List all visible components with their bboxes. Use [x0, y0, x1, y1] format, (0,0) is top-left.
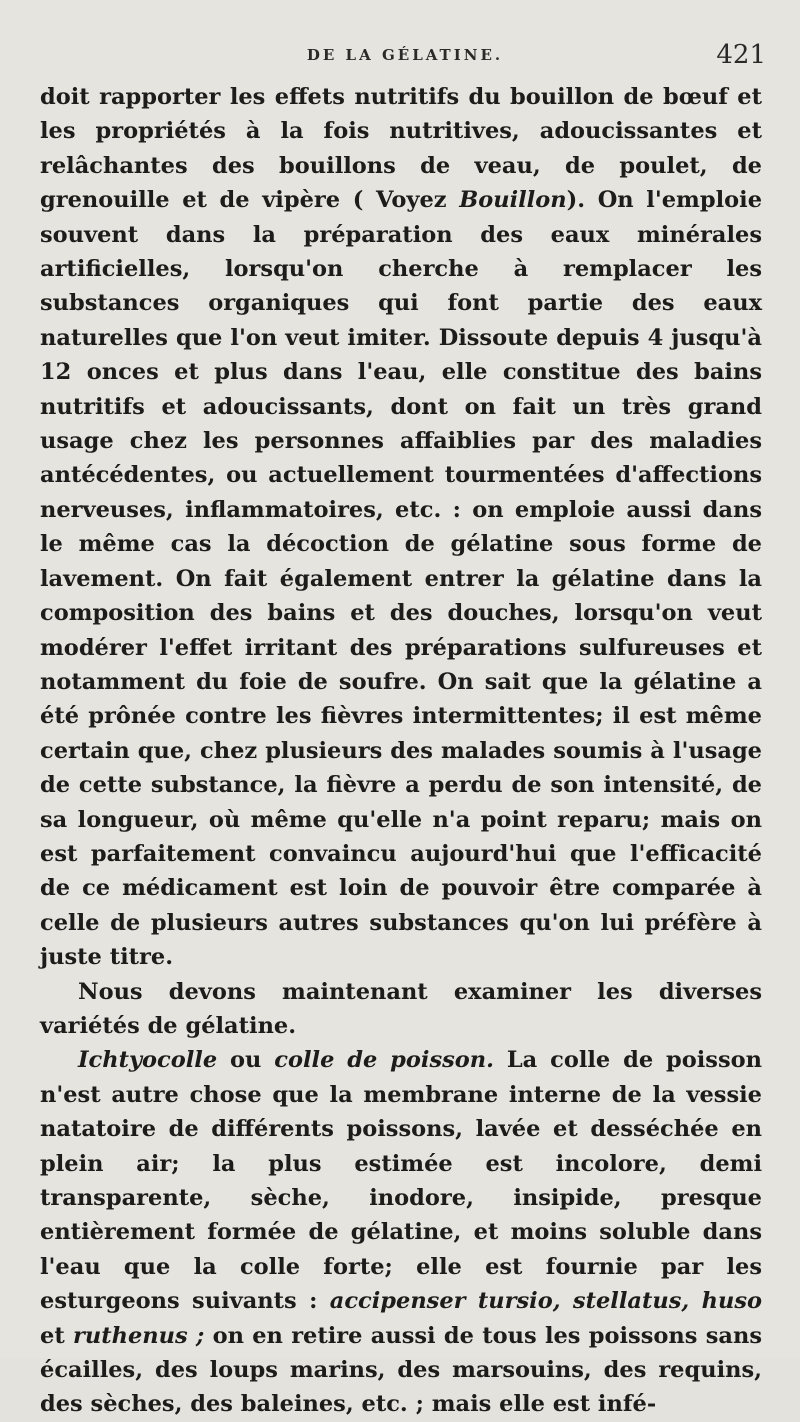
running-title: DE LA GÉLATINE.: [306, 46, 504, 64]
italic-term-bouillon: Bouillon: [459, 187, 567, 214]
text-run: doit rapporter les effets nutritifs du bouillon de bœuf et les propriétés à la fois nutritives, adoucissantes et relâchantes des bouillons de veau, de poulet, de grenouille et de vipère ( Voyez: [40, 84, 762, 214]
page-header: [40, 40, 770, 80]
text-run: ). On l'emploie souvent dans la préparation des eaux minérales artificielles, lorsqu'on cherche à remplacer les substances organiques qui font partie des eaux naturelles que l'on veut imiter. Dissoute depuis 4 jusqu'à 12 onces et plus dans l'eau, elle constitue des bains nutritifs et adoucissants, dont on fait un très grand usage chez les personnes affaiblies par des maladies antécédentes, ou actuellement tourmentées d'affections nerveuses, inflammatoires, etc. : on emploie aussi dans le même cas la décoction de gélatine sous forme de lavement. On fait également entrer la gélatine dans la composition des bains et des douches, lorsqu'on veut modérer l'effet irritant des préparations sulfureuses et notamment du foie de soufre. On sait que la gélatine a été prônée contre les fièvres intermittentes; il est même certain que, chez plusieurs des malades soumis à l'usage de cette substance, la fièvre a perdu de son intensité, de sa longueur, où même qu'elle n'a point reparu; mais on est parfaitement convaincu aujourd'hui que l'efficacité de ce médicament est loin de pouvoir être comparée à celle de plusieurs autres substances qu'on lui préfère à juste titre.: [40, 187, 763, 971]
text-run: ou: [217, 1047, 275, 1074]
body-text: [40, 80, 762, 1422]
paragraph-continued: [40, 80, 762, 975]
page-number: 421: [716, 40, 766, 70]
text-run: et: [40, 1322, 74, 1349]
italic-term-colle-de-poisson: colle de poisson.: [274, 1047, 494, 1074]
italic-species-names: accipenser tursio, stellatus, huso: [329, 1288, 762, 1315]
text-run: La colle de poisson n'est autre chose que la membrane interne de la vessie natatoire de différents poissons, lavée et desséchée en plein air; la plus estimée est incolore, demi transparente, sèche, inodore, insipide, presque entièrement formée de gélatine, et moins soluble dans l'eau que la colle forte; elle est fournie par les esturgeons suivants :: [40, 1047, 762, 1315]
italic-term-ichtyocolle: Ichtyocolle: [78, 1047, 218, 1074]
italic-species-ruthenus: ruthenus ;: [73, 1322, 205, 1349]
text-run: on en retire aussi de tous les poissons sans écailles, des loups marins, des marsouins, des requins, des sèches, des baleines, etc. ; mais elle est infé-: [40, 1322, 762, 1418]
paragraph-ichtyocolle: [40, 1043, 762, 1421]
paragraph-varieties: Nous devons maintenant examiner les diverses variétés de gélatine.: [40, 978, 762, 1039]
